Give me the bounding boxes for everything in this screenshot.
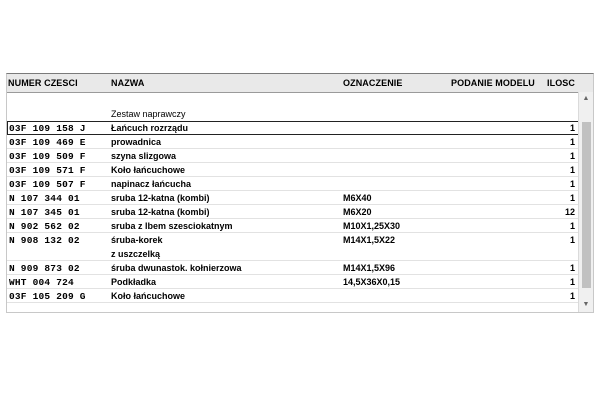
column-header-name[interactable]: NAZWA <box>111 78 145 88</box>
part-number-cell: N 908 132 02 <box>9 235 80 246</box>
table-header <box>7 74 593 93</box>
table-row[interactable] <box>7 121 593 135</box>
quantity-cell: 1 <box>569 151 575 161</box>
name-cell: Koło łańcuchowe <box>111 165 186 175</box>
name-cell: Koło łańcuchowe <box>111 291 186 301</box>
designation-cell: M14X1,5X96 <box>343 263 396 273</box>
column-header-model[interactable]: PODANIE MODELU <box>451 78 535 88</box>
table-row[interactable] <box>7 163 593 177</box>
column-header-part-number[interactable]: NUMER CZESCI <box>8 78 78 88</box>
column-header-designation[interactable]: OZNACZENIE <box>343 78 403 88</box>
table-body <box>7 121 593 303</box>
name-cell: napinacz łańcucha <box>111 179 192 189</box>
name-cell: sruba z lbem szesciokatnym <box>111 221 233 231</box>
part-number-cell: 03F 109 507 F <box>9 179 86 190</box>
quantity-cell: 1 <box>569 263 575 273</box>
parts-table <box>6 73 594 313</box>
name-cell: prowadnica <box>111 137 162 147</box>
group-title: Zestaw naprawczy <box>111 109 186 119</box>
quantity-cell: 1 <box>569 137 575 147</box>
table-row[interactable] <box>7 191 593 205</box>
name-cell: sruba 12-katna (kombi) <box>111 193 210 203</box>
part-number-cell: N 107 344 01 <box>9 193 80 204</box>
name-cell: szyna slizgowa <box>111 151 177 161</box>
quantity-cell: 1 <box>569 235 575 245</box>
quantity-cell: 1 <box>569 123 575 133</box>
name-cell: Łańcuch rozrządu <box>111 123 189 133</box>
scroll-up-icon[interactable]: ▲ <box>582 94 590 102</box>
table-row[interactable] <box>7 219 593 233</box>
part-number-cell: 03F 109 571 F <box>9 165 86 176</box>
designation-cell: M10X1,25X30 <box>343 221 401 231</box>
designation-cell: M6X20 <box>343 207 372 217</box>
part-number-cell: 03F 109 509 F <box>9 151 86 162</box>
part-number-cell: N 107 345 01 <box>9 207 80 218</box>
part-number-cell: N 902 562 02 <box>9 221 80 232</box>
part-number-cell: 03F 105 209 G <box>9 291 86 302</box>
table-row[interactable] <box>7 149 593 163</box>
scrollbar-thumb[interactable] <box>582 122 591 288</box>
table-row[interactable] <box>7 233 593 261</box>
part-number-cell: WHT 004 724 <box>9 277 74 288</box>
name-cell: sruba 12-katna (kombi) <box>111 207 210 217</box>
quantity-cell: 1 <box>569 165 575 175</box>
part-number-cell: 03F 109 469 E <box>9 137 86 148</box>
name-cell: śruba dwunastok. kołnierzowa <box>111 263 242 273</box>
name-cell: Podkładka <box>111 277 157 287</box>
table-row[interactable] <box>7 261 593 275</box>
name-cell: śruba-korek <box>111 235 163 245</box>
quantity-cell: 1 <box>569 179 575 189</box>
designation-cell: 14,5X36X0,15 <box>343 277 401 287</box>
name-cell-continued: z uszczelką <box>111 249 161 259</box>
column-header-quantity[interactable]: ILOSC <box>547 78 576 88</box>
quantity-cell: 1 <box>569 291 575 301</box>
quantity-cell: 12 <box>564 207 575 217</box>
quantity-cell: 1 <box>569 277 575 287</box>
table-row[interactable] <box>7 177 593 191</box>
scroll-down-icon[interactable]: ▼ <box>582 300 590 308</box>
quantity-cell: 1 <box>569 221 575 231</box>
part-number-cell: N 909 873 02 <box>9 263 80 274</box>
table-row[interactable] <box>7 135 593 149</box>
designation-cell: M14X1,5X22 <box>343 235 396 245</box>
quantity-cell: 1 <box>569 193 575 203</box>
table-row[interactable] <box>7 205 593 219</box>
table-row[interactable] <box>7 289 593 303</box>
designation-cell: M6X40 <box>343 193 372 203</box>
table-row[interactable] <box>7 275 593 289</box>
part-number-cell: 03F 109 158 J <box>9 123 86 134</box>
